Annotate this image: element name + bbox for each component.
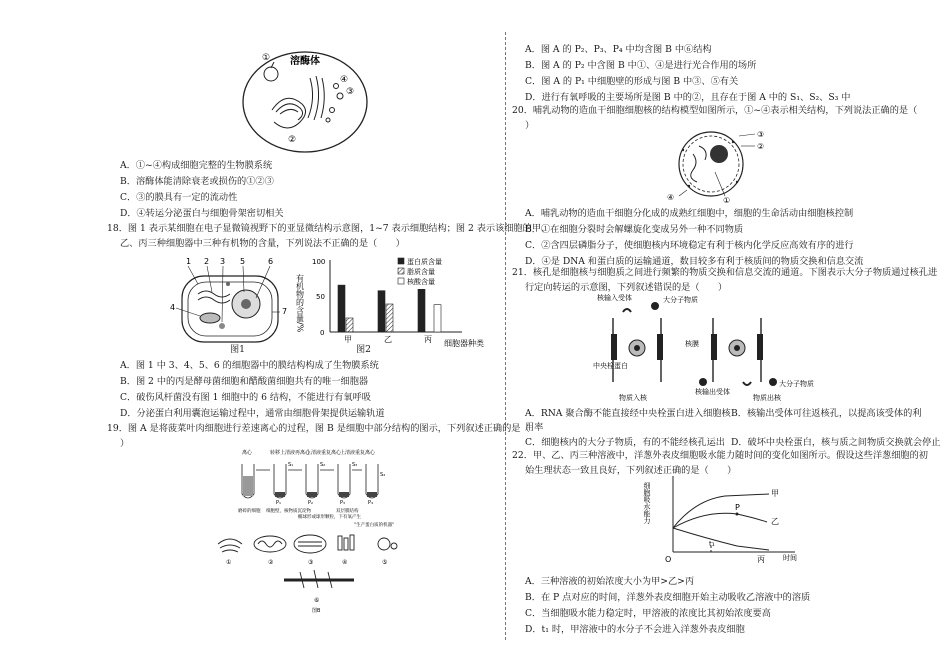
figa-label-2: 上清液重复离心 (306, 450, 342, 456)
q21-option-b: B．核输出受体可往返核孔，以提高该受体的利 (731, 408, 922, 419)
q22-option-a: A．三种溶液的初始浓度大小为甲>乙>丙 (525, 576, 695, 587)
figa-tube-1: 细胞壁，核物质沉淀物 (266, 509, 311, 514)
legend-swatch (398, 268, 404, 274)
q20-option-c: C．②含四层磷脂分子，使细胞核内环境稳定有利于核内化学反应高效有序的进行 (525, 240, 854, 251)
fig1-num-1: 1 (186, 257, 192, 266)
figb-num-1: ① (226, 559, 232, 566)
figb-num-2: ② (268, 559, 274, 566)
marker-4: ④ (340, 75, 349, 85)
fig1-num-4: 4 (170, 303, 176, 312)
nucleus-label-3: ③ (757, 130, 765, 139)
figb-num-5: ⑤ (382, 559, 388, 566)
nucleus-label-1: ① (723, 196, 731, 205)
q19-option-d: D．进行有氧呼吸的主要场所是图 B 中的②，且存在于图 A 中的 S₁、S₂、S₃ 中 (525, 92, 851, 103)
bar-chart-ytick-50: 50 (316, 293, 325, 301)
q19-option-a: A．图 A 的 P₂、P₃、P₄ 中均含图 B 中⑥结构 (525, 44, 712, 55)
marker-2: ② (288, 135, 297, 145)
bar-chart-ytick-0: 0 (320, 329, 325, 337)
legend-label: 脂质含量 (407, 268, 435, 276)
figa-s3: S₃ (352, 462, 358, 468)
q20-option-a: A．哺乳动物的造血干细胞分化成的成熟红细胞中，细胞的生命活动由细胞核控制 (525, 208, 854, 219)
bar-甲-脂质含量 (346, 318, 353, 332)
figb-num-6: ⑥ (314, 597, 320, 604)
q17-option-a: A．①~④构成细胞完整的生物膜系统 (120, 160, 273, 171)
curve-origin: O (665, 555, 672, 564)
q21-stem-line1: 21．核孔是细胞核与细胞质之间进行频繁的物质交换和信息交流的通道。下图表示大分子物质通过核孔进 (512, 267, 938, 278)
fig1-num-2: 2 (204, 257, 210, 266)
q20-option-d: D．④是 DNA 和蛋白质的运输通道，数目较多有利于核质间的物质交换和信息交流 (525, 256, 864, 267)
bar-丙-核酸含量 (434, 305, 441, 332)
q22-option-c: C．当细胞吸水能力稳定时，甲溶液的浓度比其初始浓度要高 (525, 608, 771, 619)
legend-label: 核酸含量 (407, 278, 435, 286)
bar-category-label: 甲 (344, 335, 352, 344)
q17-option-d: D．④转运分泌蛋白与细胞骨架密切相关 (120, 208, 284, 219)
pore-label-macro-top: 大分子物质 (663, 296, 698, 304)
figa-tube-4: "生产蛋白质的机器" (354, 523, 395, 528)
q18-figure1-cell (168, 254, 292, 358)
q19-option-b: B．图 A 的 P₂ 中含图 B 中①、④是进行光合作用的场所 (525, 60, 757, 71)
pore-label-central-plug: 中央栓蛋白 (593, 362, 628, 370)
marker-3: ③ (346, 87, 355, 97)
lysosome-figure (240, 48, 370, 156)
pore-label-out-nucleus: 物质出核 (753, 394, 781, 402)
curve-ylabel: 细胞吸水能力 (643, 482, 651, 524)
curve-series-bing: 丙 (757, 555, 765, 564)
pore-label-membrane: 核膜 (685, 340, 699, 348)
figb-num-4: ④ (342, 559, 348, 566)
figa-s2: S₂ (320, 462, 326, 468)
q19-stem-line2: ） (120, 438, 130, 449)
figa-s4: S₄ (380, 472, 386, 478)
figa-label-1: 转移上清液再离心 (270, 450, 311, 456)
q18-stem-line1: 18．图 1 表示某细胞在电子显微镜视野下的亚显微结构示意图，1~7 表示细胞结构；图 2 表示该细胞的甲、 (107, 223, 551, 234)
pore-label-import-receptor: 核输入受体 (597, 294, 632, 302)
q20-nucleus-figure (659, 124, 775, 204)
figa-p1: P₁ (276, 500, 282, 506)
figb-caption: 图B (312, 608, 321, 614)
q19-figure-b-organelles (214, 532, 414, 616)
legend-swatch (398, 278, 404, 284)
figa-p2: P₂ (308, 500, 314, 506)
q18-option-d: D．分泌蛋白利用囊泡运输过程中，通常由细胞骨架提供运输轨道 (120, 408, 385, 419)
curve-xlabel: 时间 (783, 554, 797, 562)
legend-swatch (398, 258, 404, 264)
bar-丙-蛋白质含量 (418, 289, 425, 332)
pore-label-export-receptor: 核输出受体 (695, 388, 730, 396)
figa-label-3: 上清液重复离心 (340, 450, 376, 456)
figa-p4: P₄ (368, 500, 374, 506)
q21-option-d: D．破坏中央栓蛋白，核与质之间物质交换就会停止 (731, 437, 941, 448)
q18-option-a: A．图 1 中 3、4、5、6 的细胞器中的膜结构构成了生物膜系统 (120, 360, 379, 371)
q22-option-d: D．t₁ 时，甲溶液中的水分子不会进入洋葱外表皮细胞 (525, 624, 745, 635)
bar-chart-ylabel: 有机物的含量/% (295, 274, 305, 333)
q18-option-c: C．破伤风杆菌没有图 1 细胞中的 6 结构，不能进行有氧呼吸 (120, 392, 371, 403)
lysosome-title: 溶酶体 (290, 56, 320, 67)
q21-option-a: A．RNA 聚合酶不能直接经中央栓蛋白进入细胞核 (525, 408, 731, 419)
figa-p3: P₃ (340, 500, 346, 506)
q21-stem-line2: 行定向转运的示意图，下列叙述错误的是（ ） (525, 282, 728, 293)
q20-stem-line2: ） (525, 120, 535, 131)
curve-point-p: P (735, 503, 740, 512)
bar-category-label: 乙 (384, 335, 392, 344)
curve-series-yi: 乙 (771, 517, 779, 526)
q18-figure2-bar-chart (294, 254, 494, 354)
right-column (505, 0, 950, 672)
q20-stem-line1: 20．哺乳动物的造血干细胞细胞核的结构模型如图所示，①~④表示相关结构，下列说法正确的是（ (512, 105, 918, 116)
figa-label-0: 离心 (242, 450, 253, 456)
bar-乙-脂质含量 (386, 304, 393, 332)
legend-label: 蛋白质含量 (407, 258, 442, 266)
fig1-num-7: 7 (282, 307, 288, 316)
q21-option-c: C．细胞核内的大分子物质，有的不能经核孔运出 (525, 437, 725, 448)
bar-category-label: 丙 (424, 335, 432, 344)
figa-tube-3: 双层膜结构 (336, 509, 359, 514)
q22-stem-line2: 始生理状态一致且良好，下列叙述正确的是（ ） (525, 465, 737, 476)
pore-label-macro-bottom: 大分子物质 (779, 380, 814, 388)
nucleus-label-2: ② (757, 142, 765, 151)
bar-chart-xlabel: 细胞器种类 (444, 339, 484, 348)
figa-tube-0: 磨碎的细胞 (238, 509, 261, 514)
bar-乙-蛋白质含量 (378, 291, 385, 332)
bar-chart-ytick-100: 100 (312, 258, 326, 266)
figa-s1: S₁ (288, 462, 294, 468)
q22-absorption-curve (645, 472, 805, 568)
q19-option-c: C．图 A 的 P₁ 中细胞壁的形成与图 B 中③、⑤有关 (525, 76, 739, 87)
q21-nuclear-pore-figure (593, 290, 814, 402)
q17-option-c: C．③的膜具有一定的流动性 (120, 192, 238, 203)
q17-option-b: B．溶酶体能清除衰老或损伤的①②③ (120, 176, 274, 187)
pore-label-into-nucleus: 物质入核 (619, 394, 647, 402)
figb-num-3: ③ (308, 559, 314, 566)
figa-tube-2: 椭球形或球形颗粒，下有氧产生 (298, 515, 361, 520)
q22-option-b: B．在 P 点对应的时间，洋葱外表皮细胞开始主动吸收乙溶液中的溶质 (525, 592, 811, 603)
q18-stem-line2: 乙、丙三种细胞器中三种有机物的含量，下列说法不正确的是（ ） (120, 238, 405, 249)
q19-figure-a-centrifuge (236, 446, 395, 536)
q18-fig1-caption: 图1 (230, 344, 246, 355)
curve-series-jia: 甲 (771, 489, 779, 498)
fig1-num-6: 6 (268, 257, 274, 266)
q20-option-b: B．①在细胞分裂时会解螺旋化变成另外一种不同物质 (525, 224, 744, 235)
q19-stem-line1: 19．图 A 是将菠菜叶肉细胞进行差速离心的过程，图 B 是细胞中部分结构的图示，下列叙述正确的是（ (107, 423, 530, 434)
q21-option-b-cont: 用率 (525, 422, 544, 433)
curve-t1: t₁ (709, 540, 715, 548)
q18-option-b: B．图 2 中的丙是酵母菌细胞和醋酸菌细胞共有的唯一细胞器 (120, 376, 369, 387)
marker-1: ① (262, 53, 271, 63)
fig1-num-5: 5 (240, 257, 246, 266)
q22-stem-line1: 22．甲、乙、丙三种溶液中，洋葱外表皮细胞吸水能力随时间的变化如图所示。假设这些洋葱细胞的初 (512, 450, 928, 461)
bar-甲-蛋白质含量 (338, 285, 345, 332)
fig1-num-3: 3 (220, 257, 226, 266)
q18-fig2-caption: 图2 (356, 344, 372, 355)
nucleus-label-4: ④ (667, 193, 675, 202)
